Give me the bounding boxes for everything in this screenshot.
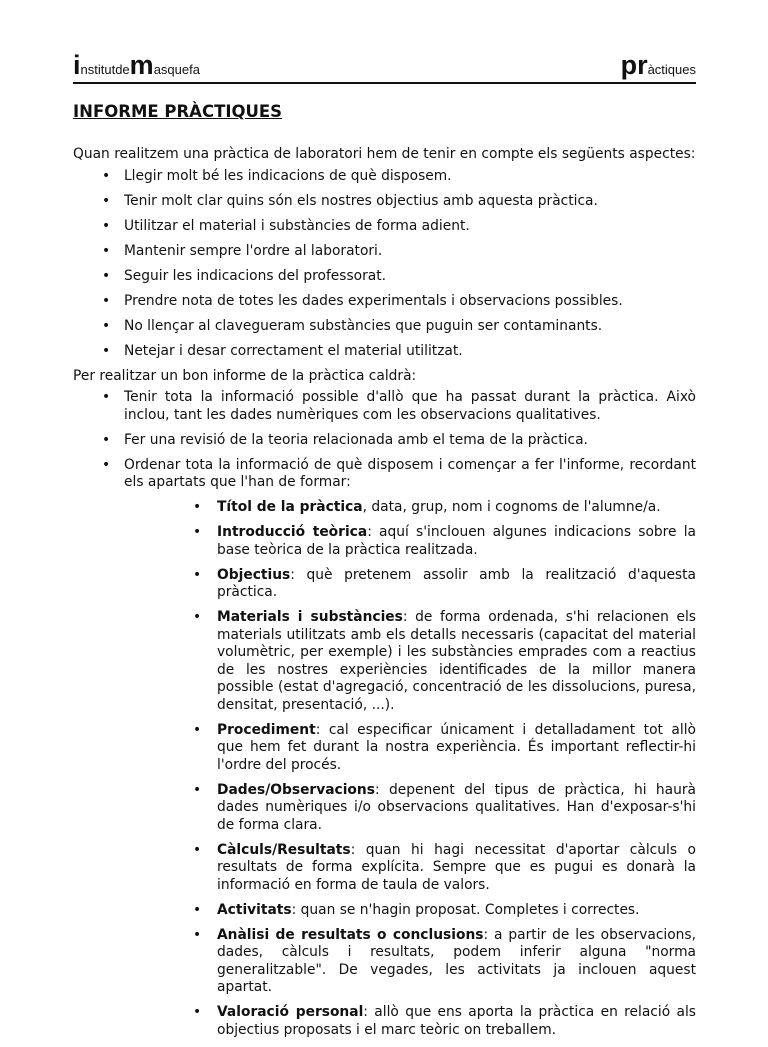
report-steps-list <box>73 389 696 1039</box>
page-header <box>73 52 696 84</box>
document-body <box>73 146 696 1047</box>
list-item: • Utilitzar el material i substàncies de forma adient. <box>73 218 696 236</box>
section-term: Procediment <box>217 721 316 738</box>
section-term: Títol de la pràctica <box>217 499 363 515</box>
section-term: Materials i substàncies <box>217 609 403 625</box>
section-1-intro: Quan realitzem una pràctica de laboratori hem de tenir en compte els següents aspectes: <box>73 146 696 162</box>
report-section-item: • Dades/Observacions: depenent del tipus de pràctica, hi haurà dades numèriques i/o observacions qualitatives. Han d'exposar-s'hi de forma clara. <box>124 782 696 835</box>
list-item: • Netejar i desar correctament el material utilitzat. <box>73 343 696 361</box>
section-term: Valoració personal <box>217 1004 364 1020</box>
report-section-item: • Activitats: quan se n'hagin proposat. Completes i correctes. <box>124 902 696 920</box>
list-item: • Ordenar tota la informació de què disposem i començar a fer l'informe, recordant els apartats que l'han de formar: • Títol de la pràctica, data, grup, nom i cognoms de l'alumne/a. • Introducció teòrica: aquí s'inclouen algunes indicacions sobre la base teòrica de la pràctica realitzada. • Objectius: què pretenem assolir amb la realització d'aquesta pràctica. • Materials i substàncies: de forma ordenada, s'hi relacionen els materials utilitzats amb els detalls necessaris (capacitat del material volumètric, per exemple) i les substàncies emprades com a reactius de les nostres experiències identificades de la millor manera possible (estat d'agregació, concentració de les dissolucions, puresa, densitat, presentació, ...). • Procediment: cal especificar únicament i detalladament tot allò que hem fet durant la nostra experiència. És important reflectir-hi l'ordre del procés. • Dades/Observacions: depenent del tipus de pràctica, hi haurà dades numèriques i/o observacions qualitatives. Han d'exposar-s'hi de forma clara. • Càlculs/Resultats: quan hi hagi necessitat d'aportar càlculs o resultats de forma explícita. Sempre que es pugui es donarà la informació en forma de taula de valors. • Activitats: quan se n'hagin proposat. Completes i correctes. • Anàlisi de resultats o conclusions: a partir de les observacions, dades, càlculs i resultats, podem inferir alguna "norma generalitzable". De vegades, les activitats ja inclouen aquest apartat. • Valoració personal: allò que ens aporta la pràctica en relació als objectius proposats i el marc teòric on treballem. <box>73 457 696 1040</box>
section-term: Càlculs/Resultats <box>217 841 351 858</box>
document-title: INFORME PRÀCTIQUES <box>73 102 283 121</box>
report-section-item: • Títol de la pràctica, data, grup, nom i cognoms de l'alumne/a. <box>124 499 696 517</box>
report-section-item: • Introducció teòrica: aquí s'inclouen algunes indicacions sobre la base teòrica de la pràctica realitzada. <box>124 524 696 559</box>
report-section-item: • Procediment: cal especificar únicament i detalladament tot allò que hem fet durant la nostra experiència. És important reflectir-hi l'ordre del procés. <box>124 722 696 775</box>
list-item: • Llegir molt bé les indicacions de què disposem. <box>73 168 696 186</box>
report-section-item: • Càlculs/Resultats: quan hi hagi necessitat d'aportar càlculs o resultats de forma explícita. Sempre que es pugui es donarà la informació en forma de taula de valors. <box>124 842 696 895</box>
list-item: • Tenir molt clar quins són els nostres objectius amb aquesta pràctica. <box>73 193 696 211</box>
section-term: Dades/Observacions <box>217 781 375 798</box>
list-item: • Tenir tota la informació possible d'allò que ha passat durant la pràctica. Això inclou, tant les dades numèriques com les observacions qualitatives. <box>73 389 696 424</box>
report-section-item: • Valoració personal: allò que ens aporta la pràctica en relació als objectius proposats i el marc teòric on treballem. <box>124 1004 696 1039</box>
subject-logo-text: pràctiques <box>620 50 696 80</box>
list-item: • No llençar al clavegueram substàncies que puguin ser contaminants. <box>73 318 696 336</box>
report-sections-list <box>124 499 696 1039</box>
list-item: • Fer una revisió de la teoria relacionada amb el tema de la pràctica. <box>73 432 696 450</box>
report-section-item: • Anàlisi de resultats o conclusions: a partir de les observacions, dades, càlculs i resultats, podem inferir alguna "norma generalitzable". De vegades, les activitats ja inclouen aquest apartat. <box>124 927 696 997</box>
section-term: Introducció teòrica <box>217 524 368 540</box>
institute-logo-text: institutdemasquefa <box>73 50 200 80</box>
section-term: Anàlisi de resultats o conclusions <box>217 926 484 943</box>
list-item: • Seguir les indicacions del professorat. <box>73 268 696 286</box>
section-term: Activitats <box>217 901 292 918</box>
report-section-item: • Objectius: què pretenem assolir amb la realització d'aquesta pràctica. <box>124 567 696 602</box>
list-item: • Prendre nota de totes les dades experimentals i observacions possibles. <box>73 293 696 311</box>
report-section-item: • Materials i substàncies: de forma ordenada, s'hi relacionen els materials utilitzats amb els detalls necessaris (capacitat del material volumètric, per exemple) i les substàncies emprades com a reactius de les nostres experiències identificades de la millor manera possible (estat d'agregació, concentració de les dissolucions, puresa, densitat, presentació, ...). <box>124 609 696 714</box>
section-2-intro: Per realitzar un bon informe de la pràctica caldrà: <box>73 367 417 384</box>
lab-guidelines-list <box>73 168 696 361</box>
section-term: Objectius <box>217 566 291 583</box>
list-item: • Mantenir sempre l'ordre al laboratori. <box>73 243 696 261</box>
